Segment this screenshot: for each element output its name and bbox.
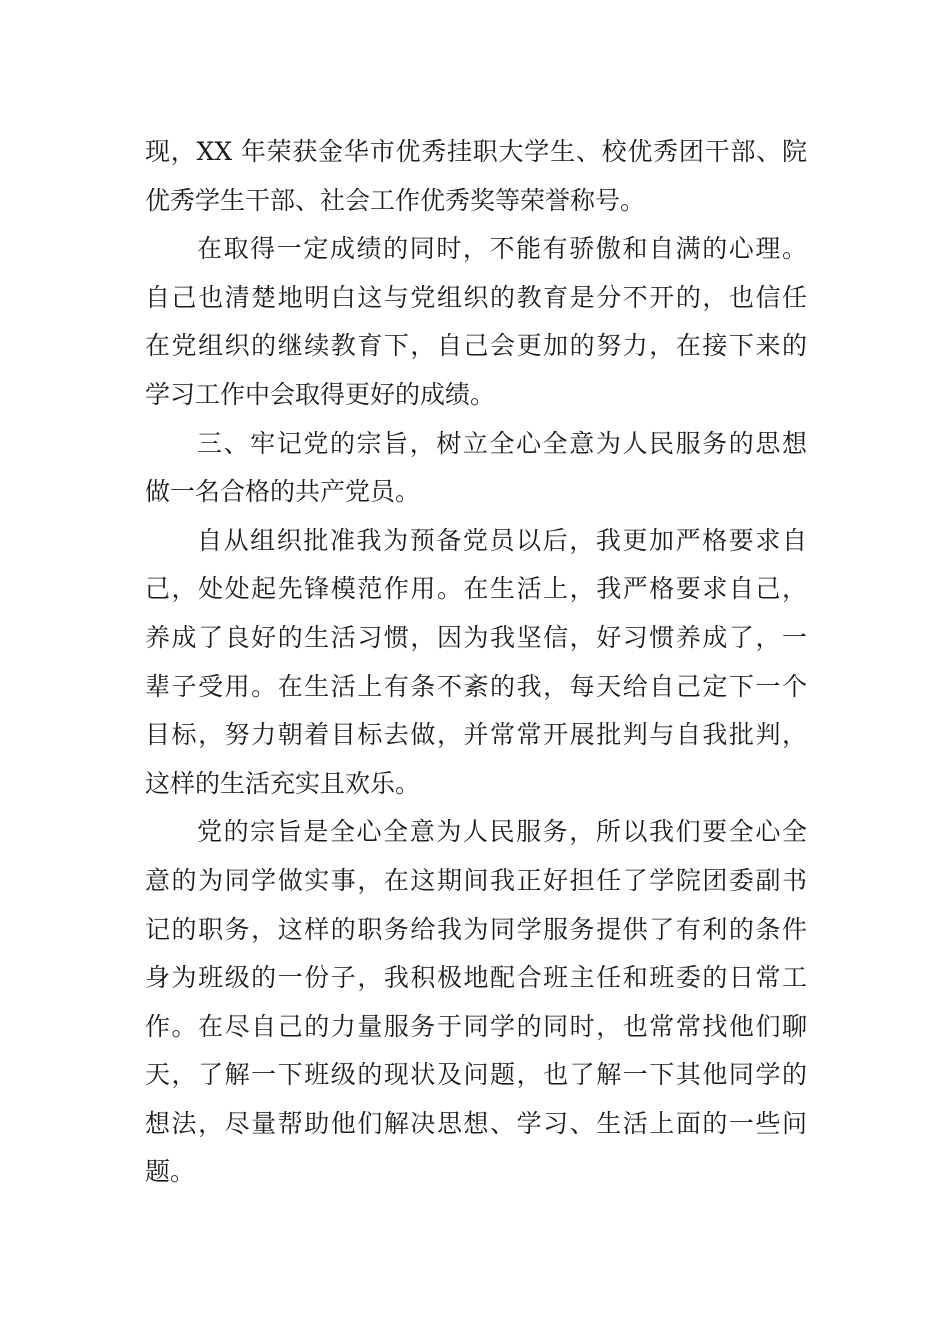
text-line: 在取得一定成绩的同时，不能有骄傲和自满的心理。 [197,234,807,264]
text-line: 意的为同学做实事，在这期间我正好担任了学院团委副书 [145,865,807,895]
text-line: 题。 [145,1157,196,1187]
body-text [145,128,807,1197]
text-line: 想法，尽量帮助他们解决思想、学习、生活上面的一些问 [145,1108,807,1138]
text-line: 记的职务，这样的职务给我为同学服务提供了有利的条件 [145,914,807,944]
text-line: 在党组织的继续教育下，自己会更加的努力，在接下来的 [145,331,807,361]
text-line: 己，处处起先锋模范作用。在生活上，我严格要求自己， [145,574,807,604]
text-line: 这样的生活充实且欢乐。 [145,768,421,798]
text-line: 辈子受用。在生活上有条不紊的我，每天给自己定下一个 [145,671,807,701]
text-line: 自从组织批准我为预备党员以后，我更加严格要求自 [197,525,807,555]
paragraph [145,517,807,809]
text-line: 养成了良好的生活习惯，因为我坚信，好习惯养成了，一 [145,622,807,652]
text-line: 目标，努力朝着目标去做，并常常开展批判与自我批判， [145,720,807,750]
text-line: 现，XX 年荣获金华市优秀挂职大学生、校优秀团干部、院 [145,137,807,166]
text-line: 党的宗旨是全心全意为人民服务，所以我们要全心全 [197,817,807,847]
text-line: 作。在尽自己的力量服务于同学的同时，也常常找他们聊 [145,1011,807,1041]
text-line: 学习工作中会取得更好的成绩。 [145,379,496,409]
paragraph [145,420,807,517]
paragraph [145,128,807,225]
paragraph [145,808,807,1197]
text-line: 自己也清楚地明白这与党组织的教育是分不开的，也信任 [145,282,807,312]
text-line: 做一名合格的共产党员。 [145,477,421,507]
text-line: 天，了解一下班级的现状及问题，也了解一下其他同学的 [145,1060,807,1090]
paragraph [145,225,807,419]
text-line: 三、牢记党的宗旨，树立全心全意为人民服务的思想 [197,428,807,458]
text-line: 身为班级的一份子，我积极地配合班主任和班委的日常工 [145,963,807,993]
text-line: 优秀学生干部、社会工作优秀奖等荣誉称号。 [145,185,646,215]
